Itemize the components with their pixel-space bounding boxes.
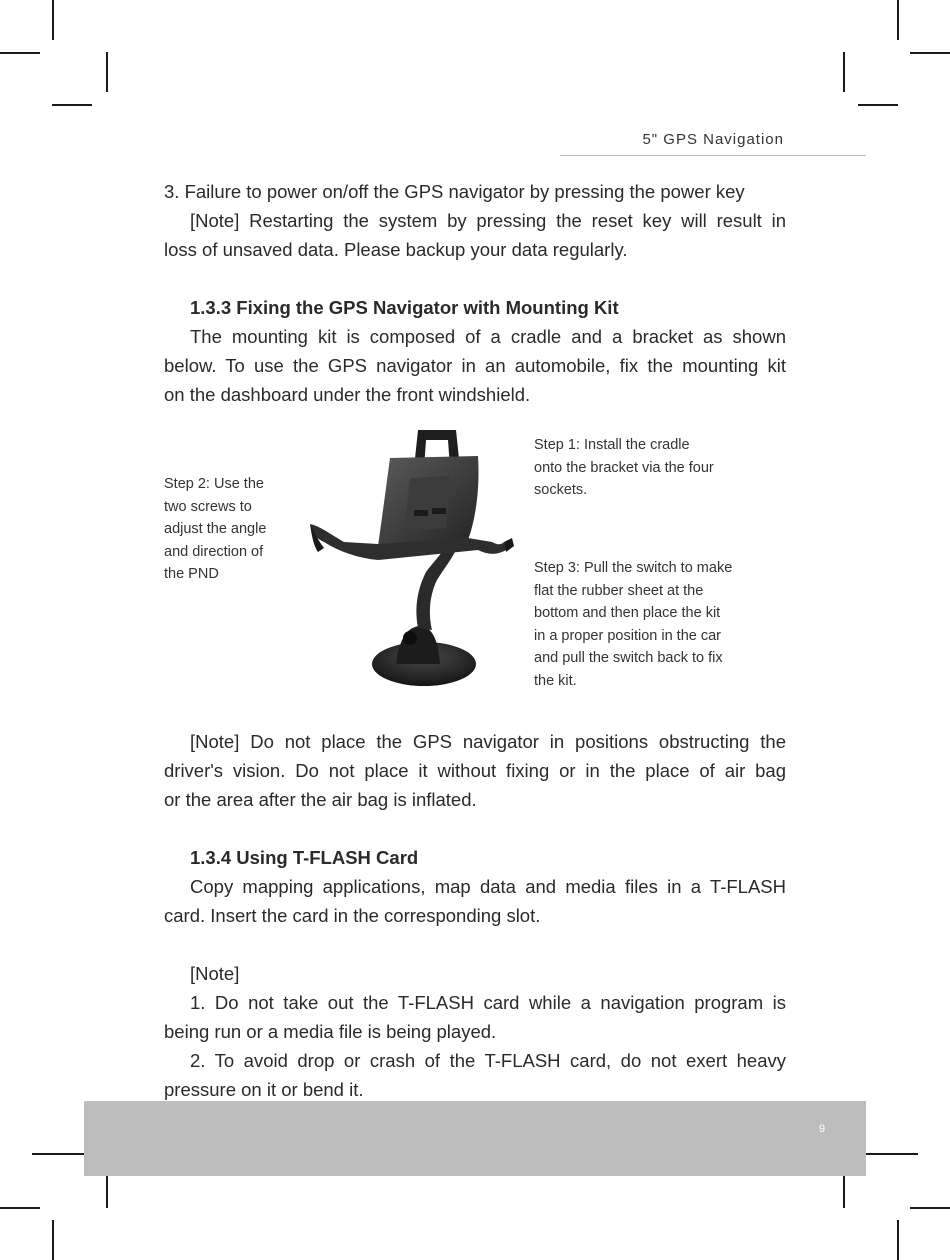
paragraph-line: The mounting kit is composed of a cradle and a bracket as shown [190, 326, 786, 347]
intro-section [164, 177, 786, 409]
note-item-line: 1. Do not take out the T-FLASH card while a navigation program is [190, 992, 786, 1013]
caption-line: sockets. [534, 482, 588, 498]
crop-mark [32, 1153, 92, 1155]
spacer [164, 930, 786, 959]
paragraph-line: below. To use the GPS navigator in an automobile, fix the mounting kit [164, 355, 786, 376]
caption-line: and pull the switch back to fix [534, 650, 723, 666]
paragraph-line: card. Insert the card in the corresponding slot. [164, 905, 541, 926]
caption-line: flat the rubber sheet at the [534, 582, 704, 599]
page-number: 9 [818, 1123, 826, 1135]
running-header: 5" GPS Navigation [642, 131, 784, 148]
caption-line: Step 1: Install the cradle [534, 437, 690, 453]
mounting-kit-illustration [300, 428, 515, 696]
spacer [164, 814, 786, 843]
note-item-line: 2. To avoid drop or crash of the T-FLASH card, do not exert heavy [190, 1050, 786, 1071]
crop-mark [858, 104, 898, 106]
crop-mark [0, 52, 40, 54]
crop-mark [910, 1207, 950, 1209]
crop-mark [897, 1220, 899, 1260]
note-line: [Note] Do not place the GPS navigator in positions obstructing the [190, 731, 786, 752]
crop-mark [843, 52, 845, 92]
crop-mark [106, 52, 108, 92]
crop-mark [52, 1220, 54, 1260]
caption-line: Step 3: Pull the switch to make [534, 560, 733, 576]
paragraph-line: on the dashboard under the front windshield. [164, 384, 531, 405]
crop-mark [52, 104, 92, 106]
paragraph-line: Copy mapping applications, map data and media files in a T-FLASH [190, 876, 786, 897]
caption-line: in a proper position in the car [534, 627, 721, 644]
crop-mark [897, 0, 899, 40]
note-label: [Note] [190, 963, 240, 984]
caption-line: adjust the angle [164, 521, 267, 537]
caption-line: and direction of [164, 543, 264, 560]
caption-line: bottom and then place the kit [534, 605, 721, 621]
crop-mark [858, 1153, 918, 1155]
note-item-line: being run or a media file is being played. [164, 1021, 497, 1042]
item-3-note-line: [Note] Restarting the system by pressing the reset key will result in [190, 210, 786, 231]
note-item-line: pressure on it or bend it. [164, 1079, 364, 1100]
caption-line: Step 2: Use the [164, 476, 264, 492]
crop-mark [52, 0, 54, 40]
section-heading-1-3-3: 1.3.3 Fixing the GPS Navigator with Mounting Kit [190, 297, 619, 318]
step-1-caption [534, 434, 714, 502]
note-line: or the area after the air bag is inflated. [164, 789, 477, 810]
step-2-caption [164, 473, 266, 586]
spacer [164, 264, 786, 293]
caption-line: onto the bracket via the four [534, 459, 714, 476]
caption-line: the kit. [534, 672, 577, 689]
item-3-title: 3. Failure to power on/off the GPS navigator by pressing the power key [164, 181, 745, 202]
item-3-note-line: loss of unsaved data. Please backup your data regularly. [164, 239, 628, 260]
section-heading-1-3-4: 1.3.4 Using T-FLASH Card [190, 847, 419, 868]
caption-line: two screws to [164, 498, 252, 515]
footer-bar [84, 1101, 866, 1176]
note-line: driver's vision. Do not place it without fixing or in the place of air bag [164, 760, 786, 781]
caption-line: the PND [164, 566, 219, 582]
crop-mark [910, 52, 950, 54]
crop-mark [0, 1207, 40, 1209]
header-divider [560, 155, 866, 156]
lower-section [164, 727, 786, 1104]
step-3-caption [534, 557, 732, 692]
